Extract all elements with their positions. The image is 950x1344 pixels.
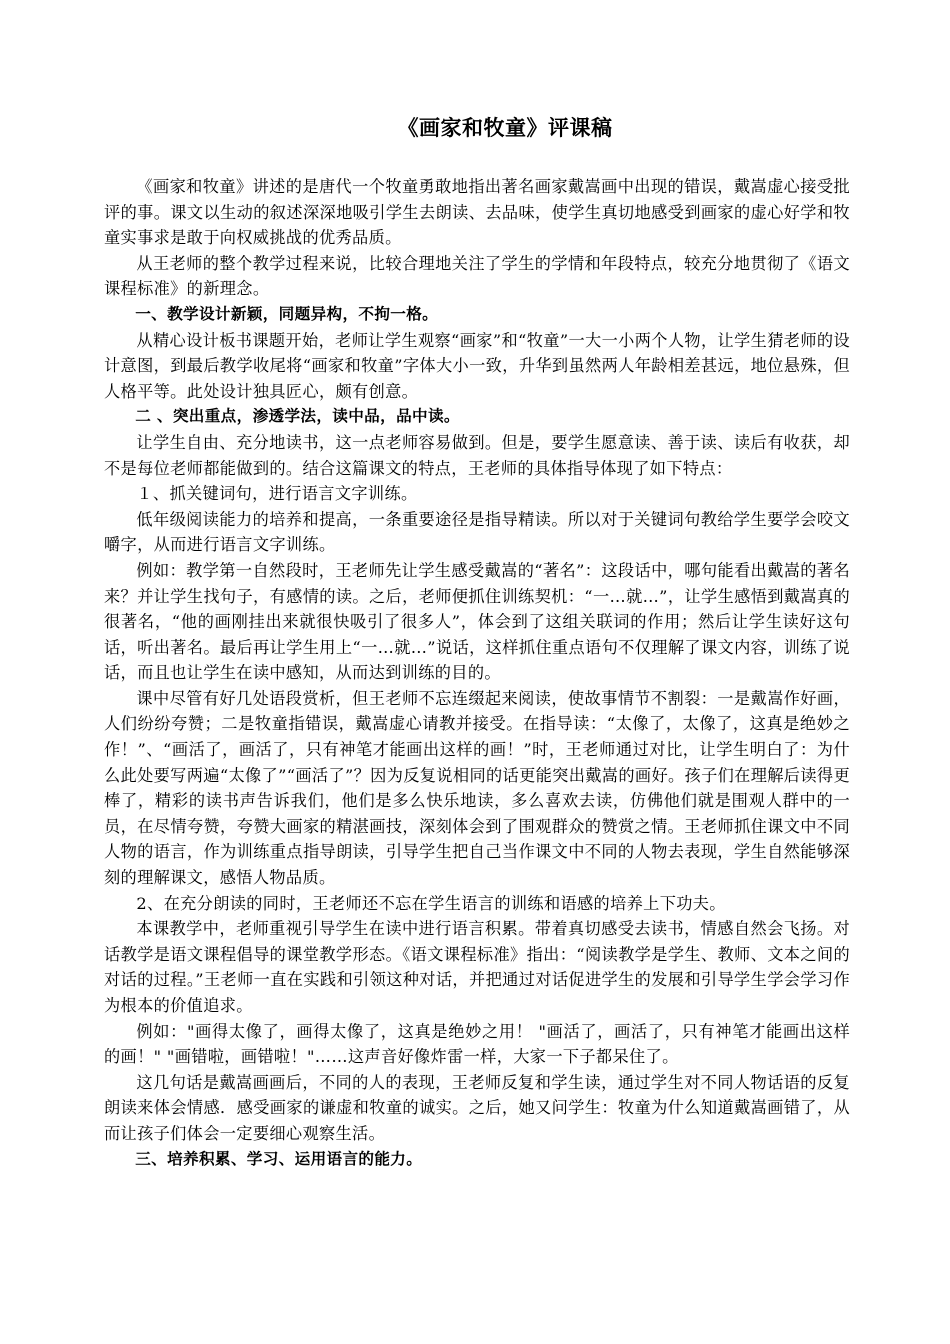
subheading-1: １、抓关键词句，进行语言文字训练。	[136, 484, 418, 504]
document-body	[104, 174, 850, 1172]
paragraph: 让学生自由、充分地读书，这一点老师容易做到。但是，要学生愿意读、善于读、读后有收获，却不是每位老师都能做到的。结合这篇课文的特点，王老师的具体指导体现了如下特点：	[104, 432, 850, 478]
paragraph: 这几句话是戴嵩画画后，不同的人的表现，王老师反复和学生读，通过学生对不同人物话语的反复朗读来体会情感．感受画家的谦虚和牧童的诚实。之后，她又问学生：牧童为什么知道戴嵩画错了，从而让孩子们体会一定要细心观察生活。	[104, 1072, 850, 1143]
paragraph: 例如："画得太像了，画得太像了，这真是绝妙之用！ "画活了，画活了，只有神笔才能画出这样的画！" "画错啦，画错啦！"……这声音好像炸雷一样，大家一下子都呆住了。	[104, 1021, 850, 1067]
paragraph: 例如：教学第一自然段时，王老师先让学生感受戴嵩的“著名”：这段话中，哪句能看出戴嵩的著名来？并让学生找句子，有感情的读。之后，老师便抓住训练契机：“一…就…”，让学生感悟到戴嵩真的很著名，“他的画刚挂出来就很快吸引了很多人”，体会到了这组关联词的作用；然后让学生读好这句话，听出著名。最后再让学生用上“一…就…”说话，这样抓住重点语句不仅理解了课文内容，训练了说话，而且也让学生在读中感知，从而达到训练的目的。	[104, 560, 850, 683]
paragraph-intro: 《画家和牧童》讲述的是唐代一个牧童勇敢地指出著名画家戴嵩画中出现的错误，戴嵩虚心接受批评的事。课文以生动的叙述深深地吸引学生去朗读、去品味，使学生真切地感受到画家的虚心好学和牧童实事求是敢于向权威挑战的优秀品质。	[104, 177, 850, 248]
paragraph: 从精心设计板书课题开始，老师让学生观察“画家”和“牧童”一大一小两个人物，让学生猜老师的设计意图，到最后教学收尾将“画家和牧童”字体大小一致，升华到虽然两人年龄相差甚远，地位悬殊，但人格平等。此处设计独具匠心，颇有创意。	[104, 330, 850, 401]
section-heading-1: 一、教学设计新颖，同题异构，不拘一格。	[135, 304, 439, 323]
section-heading-3: 三、培养积累、学习、运用语言的能力。	[135, 1149, 423, 1168]
paragraph: 低年级阅读能力的培养和提高，一条重要途径是指导精读。所以对于关键词句教给学生要学会咬文嚼字，从而进行语言文字训练。	[104, 509, 850, 555]
paragraph: 课中尽管有好几处语段赏析，但王老师不忘连缀起来阅读，使故事情节不割裂：一是戴嵩作好画，人们纷纷夸赞；二是牧童指错误，戴嵩虚心请教并接受。在指导读：“太像了，太像了，这真是绝妙之作！”、“画活了，画活了，只有神笔才能画出这样的画！”时，王老师通过对比，让学生明白了：为什么此处要写两遍“太像了”“画活了”？因为反复说相同的话更能突出戴嵩的画好。孩子们在理解后读得更棒了，精彩的读书声告诉我们，他们是多么快乐地读，多么喜欢去读，仿佛他们就是围观人群中的一员，在尽情夸赞，夸赞大画家的精湛画技，深刻体会到了围观群众的赞赏之情。王老师抓住课文中不同人物的语言，作为训练重点指导朗读，引导学生把自己当作课文中不同的人物去表现，学生自然能够深刻的理解课文，感悟人物品质。	[104, 688, 850, 888]
section-heading-2: 二 、突出重点，渗透学法，读中品，品中读。	[135, 407, 460, 426]
paragraph: 本课教学中，老师重视引导学生在读中进行语言积累。带着真切感受去读书，情感自然会飞扬。对话教学是语文课程倡导的课堂教学形态。《语文课程标准》指出：“阅读教学是学生、教师、文本之间的对话的过程。”王老师一直在实践和引领这种对话，并把通过对话促进学生的发展和引导学生学会学习作为根本的价值追求。	[104, 919, 850, 1015]
document-title: 《画家和牧童》评课稿	[397, 116, 613, 140]
subheading-2: 2、在充分朗读的同时，王老师还不忘在学生语言的训练和语感的培养上下功夫。	[136, 893, 726, 913]
paragraph-overview: 从王老师的整个教学过程来说，比较合理地关注了学生的学情和年段特点，较充分地贯彻了《语文课程标准》的新理念。	[104, 253, 850, 299]
